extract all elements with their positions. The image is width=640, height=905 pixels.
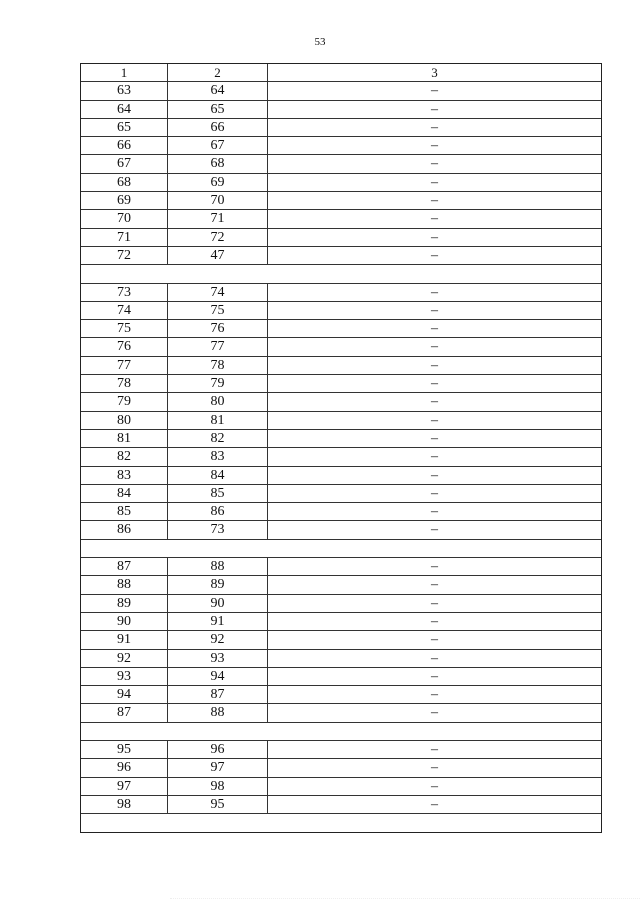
table-row	[81, 137, 601, 155]
table-cell-col-3: –	[431, 357, 438, 373]
table-cell-col-3: –	[431, 632, 438, 648]
table-row	[81, 668, 601, 686]
table-row	[81, 521, 601, 539]
table-cell-col-3: –	[431, 613, 438, 629]
table-cell-col-2: 88	[168, 704, 268, 721]
table-header-row	[81, 64, 601, 82]
table-cell-col-2: 65	[168, 101, 268, 118]
table-cell-col-3: –	[431, 687, 438, 703]
table-cell-col-2: 64	[168, 82, 268, 99]
table-cell-col-1: 91	[81, 631, 168, 648]
table-cell-col-1: 69	[81, 192, 168, 209]
table-row	[81, 650, 601, 668]
table-cell-col-2: 88	[168, 558, 268, 575]
table-cell-col-1: 70	[81, 210, 168, 227]
table-cell-col-2: 93	[168, 650, 268, 667]
table-cell-col-3: –	[431, 247, 438, 263]
table-cell-col-1: 82	[81, 448, 168, 465]
table-cell-col-1: 95	[81, 741, 168, 758]
table-cell-col-3: –	[431, 449, 438, 465]
table-cell-col-3: –	[431, 193, 438, 209]
table-row	[81, 741, 601, 759]
table-cell-col-1: 65	[81, 119, 168, 136]
table-cell-col-3: –	[431, 394, 438, 410]
table-cell-col-2: 68	[168, 155, 268, 172]
table-cell-col-2: 77	[168, 338, 268, 355]
table-cell-col-3: –	[431, 302, 438, 318]
table-cell-col-3: –	[431, 211, 438, 227]
table-cell-col-1: 98	[81, 796, 168, 813]
table-cell-col-3: –	[431, 796, 438, 812]
table-cell-col-2: 96	[168, 741, 268, 758]
table-cell-col-1: 71	[81, 229, 168, 246]
table-cell-col-1: 73	[81, 284, 168, 301]
table-cell-col-1: 83	[81, 467, 168, 484]
table-row	[81, 229, 601, 247]
table-cell-col-1: 90	[81, 613, 168, 630]
table-row	[81, 210, 601, 228]
table-cell-col-2: 76	[168, 320, 268, 337]
group-separator-row	[81, 540, 601, 558]
table-cell-col-1: 80	[81, 412, 168, 429]
table-cell-col-2: 82	[168, 430, 268, 447]
table-cell-col-2: 83	[168, 448, 268, 465]
table-cell-col-1: 63	[81, 82, 168, 99]
table-cell-col-3: –	[431, 760, 438, 776]
group-separator-row	[81, 265, 601, 283]
table-row	[81, 558, 601, 576]
table-cell-col-2: 78	[168, 357, 268, 374]
table-cell-col-3: –	[431, 321, 438, 337]
table-cell-col-3: –	[431, 577, 438, 593]
table-row	[81, 412, 601, 430]
data-table	[80, 63, 602, 833]
table-cell-col-3: –	[431, 119, 438, 135]
table-cell-col-1: 75	[81, 320, 168, 337]
table-cell-col-3: –	[431, 339, 438, 355]
table-cell-col-2: 73	[168, 521, 268, 538]
table-row	[81, 613, 601, 631]
table-cell-col-1: 78	[81, 375, 168, 392]
table-cell-col-1: 85	[81, 503, 168, 520]
table-cell-col-2: 67	[168, 137, 268, 154]
table-cell-col-1: 76	[81, 338, 168, 355]
table-row	[81, 101, 601, 119]
table-row	[81, 284, 601, 302]
table-row	[81, 155, 601, 173]
table-row	[81, 174, 601, 192]
table-row	[81, 82, 601, 100]
table-cell-col-2: 87	[168, 686, 268, 703]
table-cell-col-2: 86	[168, 503, 268, 520]
table-cell-col-2: 85	[168, 485, 268, 502]
table-cell-col-1: 87	[81, 558, 168, 575]
table-cell-col-1: 97	[81, 778, 168, 795]
table-cell-col-2: 80	[168, 393, 268, 410]
table-cell-col-2: 84	[168, 467, 268, 484]
table-cell-col-3: –	[431, 705, 438, 721]
table-row	[81, 485, 601, 503]
table-cell-col-3: –	[431, 376, 438, 392]
table-row	[81, 778, 601, 796]
table-cell-col-2: 74	[168, 284, 268, 301]
table-cell-col-3: –	[431, 138, 438, 154]
table-row	[81, 796, 601, 814]
table-cell-col-3: –	[431, 284, 438, 300]
table-cell-col-3: –	[431, 778, 438, 794]
table-cell-col-3: –	[431, 83, 438, 99]
table-row	[81, 393, 601, 411]
table-cell-col-1: 92	[81, 650, 168, 667]
table-cell-col-3: –	[431, 412, 438, 428]
header-col-3: 3	[431, 65, 438, 80]
table-cell-col-2: 92	[168, 631, 268, 648]
header-col-1: 1	[81, 64, 168, 81]
table-cell-col-3: –	[431, 156, 438, 172]
table-cell-col-3: –	[431, 668, 438, 684]
table-cell-col-2: 95	[168, 796, 268, 813]
header-col-2: 2	[168, 64, 268, 81]
table-row	[81, 320, 601, 338]
table-cell-col-3: –	[431, 229, 438, 245]
table-cell-col-1: 89	[81, 595, 168, 612]
table-row	[81, 759, 601, 777]
table-cell-col-3: –	[431, 522, 438, 538]
table-row	[81, 448, 601, 466]
table-row	[81, 192, 601, 210]
table-cell-col-2: 70	[168, 192, 268, 209]
table-cell-col-3: –	[431, 174, 438, 190]
table-cell-col-3: –	[431, 741, 438, 757]
table-cell-col-3: –	[431, 430, 438, 446]
table-row	[81, 247, 601, 265]
table-cell-col-2: 66	[168, 119, 268, 136]
table-cell-col-1: 84	[81, 485, 168, 502]
table-row	[81, 595, 601, 613]
footer-artifact	[170, 898, 640, 905]
table-cell-col-2: 75	[168, 302, 268, 319]
table-cell-col-2: 47	[168, 247, 268, 264]
table-row	[81, 704, 601, 722]
table-cell-col-1: 67	[81, 155, 168, 172]
table-cell-col-2: 72	[168, 229, 268, 246]
group-separator-row	[81, 814, 601, 832]
table-cell-col-2: 98	[168, 778, 268, 795]
table-row	[81, 302, 601, 320]
table-cell-col-1: 93	[81, 668, 168, 685]
table-cell-col-1: 74	[81, 302, 168, 319]
table-cell-col-1: 88	[81, 576, 168, 593]
table-cell-col-2: 94	[168, 668, 268, 685]
table-cell-col-2: 69	[168, 174, 268, 191]
table-row	[81, 430, 601, 448]
table-cell-col-2: 79	[168, 375, 268, 392]
table-cell-col-3: –	[431, 650, 438, 666]
table-row	[81, 338, 601, 356]
table-row	[81, 375, 601, 393]
table-row	[81, 503, 601, 521]
table-cell-col-2: 89	[168, 576, 268, 593]
group-separator-row	[81, 723, 601, 741]
page-number: 53	[314, 36, 326, 48]
table-cell-col-2: 81	[168, 412, 268, 429]
table-cell-col-1: 64	[81, 101, 168, 118]
table-cell-col-1: 94	[81, 686, 168, 703]
table-cell-col-3: –	[431, 101, 438, 117]
table-cell-col-1: 81	[81, 430, 168, 447]
table-cell-col-1: 96	[81, 759, 168, 776]
table-cell-col-3: –	[431, 467, 438, 483]
table-cell-col-2: 90	[168, 595, 268, 612]
table-cell-col-2: 71	[168, 210, 268, 227]
table-row	[81, 686, 601, 704]
table-cell-col-1: 72	[81, 247, 168, 264]
table-cell-col-1: 79	[81, 393, 168, 410]
table-row	[81, 576, 601, 594]
table-cell-col-3: –	[431, 559, 438, 575]
table-row	[81, 631, 601, 649]
table-cell-col-1: 77	[81, 357, 168, 374]
table-row	[81, 357, 601, 375]
table-cell-col-1: 86	[81, 521, 168, 538]
table-cell-col-3: –	[431, 595, 438, 611]
table-cell-col-1: 66	[81, 137, 168, 154]
table-row	[81, 119, 601, 137]
table-cell-col-2: 91	[168, 613, 268, 630]
table-row	[81, 467, 601, 485]
table-cell-col-2: 97	[168, 759, 268, 776]
table-cell-col-3: –	[431, 504, 438, 520]
table-cell-col-1: 87	[81, 704, 168, 721]
table-cell-col-1: 68	[81, 174, 168, 191]
table-cell-col-3: –	[431, 485, 438, 501]
